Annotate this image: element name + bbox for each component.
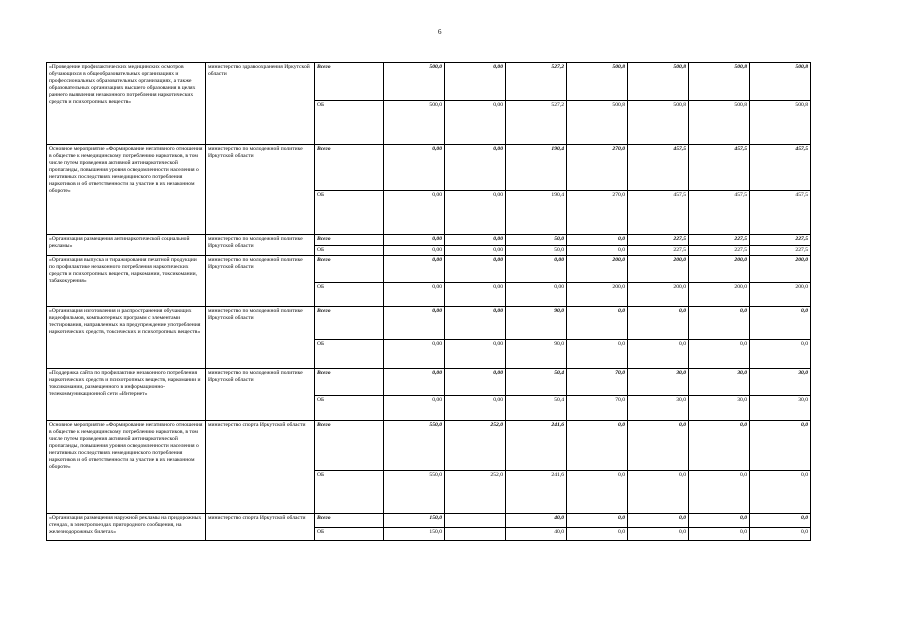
total-amount-cell: 0,00 xyxy=(445,63,506,101)
budget-table-body xyxy=(47,63,811,541)
page-number: 6 xyxy=(438,28,442,36)
funding-source-total-label: Всего xyxy=(315,369,384,396)
regional-budget-amount-cell: 0,0 xyxy=(750,471,811,514)
regional-budget-amount-cell: 0,0 xyxy=(750,340,811,369)
regional-budget-amount-cell: 0,0 xyxy=(628,528,689,541)
regional-budget-amount-cell: 457,5 xyxy=(750,191,811,235)
regional-budget-amount-cell: 0,00 xyxy=(445,396,506,421)
regional-budget-amount-cell: 0,00 xyxy=(384,283,445,307)
regional-budget-amount-cell: 0,0 xyxy=(750,528,811,541)
total-amount-cell: 457,5 xyxy=(689,145,750,191)
regional-budget-amount-cell: 0,00 xyxy=(445,283,506,307)
regional-budget-amount-cell: 0,0 xyxy=(567,246,628,256)
total-amount-cell: 0,00 xyxy=(445,235,506,246)
regional-budget-amount-cell: 0,0 xyxy=(567,340,628,369)
funding-source-regional-label: ОБ xyxy=(315,283,384,307)
regional-budget-amount-cell: 30,0 xyxy=(750,396,811,421)
table-row xyxy=(47,256,811,283)
regional-budget-amount-cell: 241,6 xyxy=(506,471,567,514)
regional-budget-amount-cell: 40,0 xyxy=(506,528,567,541)
regional-budget-amount-cell: 0,0 xyxy=(628,471,689,514)
total-amount-cell: 227,5 xyxy=(750,235,811,246)
regional-budget-amount-cell: 0,0 xyxy=(628,340,689,369)
total-amount-cell: 0,0 xyxy=(628,307,689,340)
total-amount-cell: 270,0 xyxy=(567,145,628,191)
regional-budget-amount-cell: 270,0 xyxy=(567,191,628,235)
total-amount-cell: 227,5 xyxy=(689,235,750,246)
total-amount-cell: 527,2 xyxy=(506,63,567,101)
total-amount-cell: 0,00 xyxy=(445,145,506,191)
regional-budget-amount-cell: 500,8 xyxy=(750,101,811,145)
total-amount-cell: 0,0 xyxy=(689,514,750,528)
total-amount-cell: 500,8 xyxy=(567,63,628,101)
table-row xyxy=(47,421,811,471)
total-amount-cell: 457,5 xyxy=(750,145,811,191)
total-amount-cell: 30,0 xyxy=(628,369,689,396)
activity-description: «Поддержка сайта по профилактике незаконного потребления наркотических средств и психотропных веществ, наркомании и токсикомании, размещенного в информационно-телекоммуникационной сети «Интернет» xyxy=(47,369,206,421)
total-amount-cell: 70,0 xyxy=(567,369,628,396)
regional-budget-amount-cell: 0,0 xyxy=(689,471,750,514)
funding-source-regional-label: ОБ xyxy=(315,246,384,256)
funding-source-regional-label: ОБ xyxy=(315,340,384,369)
total-amount-cell: 0,00 xyxy=(384,369,445,396)
responsible-executor: министерство спорта Иркутской области xyxy=(206,514,315,541)
responsible-executor: министерство спорта Иркутской области xyxy=(206,421,315,514)
regional-budget-amount-cell: 500,8 xyxy=(689,101,750,145)
activity-description: Основное мероприятие «Формирование негативного отношения в обществе к немедицинскому потреблению наркотиков, в том числе путем проведения активной антинаркотической пропаганды, повышения уровня осведомленности населения о негативных последствиях немедицинского потребления наркотиков и об ответственности за участие в их незаконном обороте» xyxy=(47,421,206,514)
responsible-executor: министерство по молодежной политике Иркутской области xyxy=(206,369,315,421)
regional-budget-amount-cell: 227,5 xyxy=(689,246,750,256)
total-amount-cell: 0,00 xyxy=(445,307,506,340)
table-row xyxy=(47,63,811,101)
funding-source-total-label: Всего xyxy=(315,256,384,283)
total-amount-cell: 0,0 xyxy=(567,235,628,246)
activity-description: «Организация размещения антинаркотической социальной рекламы» xyxy=(47,235,206,256)
regional-budget-amount-cell: 70,0 xyxy=(567,396,628,421)
regional-budget-amount-cell: 500,0 xyxy=(384,101,445,145)
regional-budget-amount-cell: 0,0 xyxy=(689,340,750,369)
regional-budget-amount-cell: 200,0 xyxy=(628,283,689,307)
activity-description: Основное мероприятие «Формирование негативного отношения в обществе к немедицинскому потреблению наркотиков, в том числе путем проведения активной антинаркотической пропаганды, повышения уровня осведомленности населения о негативных последствиях немедицинского потребления наркотиков и об ответственности за участие в их незаконном обороте» xyxy=(47,145,206,235)
total-amount-cell: 0,0 xyxy=(689,421,750,471)
regional-budget-amount-cell: 30,0 xyxy=(628,396,689,421)
total-amount-cell: 200,0 xyxy=(567,256,628,283)
total-amount-cell: 0,00 xyxy=(506,256,567,283)
regional-budget-amount-cell: 0,00 xyxy=(384,191,445,235)
total-amount-cell: 550,0 xyxy=(384,421,445,471)
funding-source-regional-label: ОБ xyxy=(315,471,384,514)
responsible-executor: министерство по молодежной политике Иркутской области xyxy=(206,307,315,369)
total-amount-cell: 0,0 xyxy=(689,307,750,340)
table-row xyxy=(47,369,811,396)
total-amount-cell: 0,0 xyxy=(750,307,811,340)
regional-budget-amount-cell: 0,0 xyxy=(567,528,628,541)
regional-budget-amount-cell: 227,5 xyxy=(628,246,689,256)
regional-budget-amount-cell: 0,0 xyxy=(567,471,628,514)
table-row xyxy=(47,514,811,528)
total-amount-cell: 30,0 xyxy=(689,369,750,396)
total-amount-cell: 252,0 xyxy=(445,421,506,471)
funding-source-total-label: Всего xyxy=(315,63,384,101)
total-amount-cell: 500,8 xyxy=(689,63,750,101)
total-amount-cell: 40,0 xyxy=(506,514,567,528)
regional-budget-amount-cell: 90,0 xyxy=(506,340,567,369)
regional-budget-amount-cell: 50,4 xyxy=(506,396,567,421)
table-row xyxy=(47,307,811,340)
total-amount-cell: 457,5 xyxy=(628,145,689,191)
total-amount-cell: 200,0 xyxy=(689,256,750,283)
total-amount-cell: 0,0 xyxy=(750,421,811,471)
regional-budget-amount-cell: 30,0 xyxy=(689,396,750,421)
funding-source-total-label: Всего xyxy=(315,235,384,246)
budget-table xyxy=(46,62,811,541)
regional-budget-amount-cell: 200,0 xyxy=(567,283,628,307)
regional-budget-amount-cell: 200,0 xyxy=(689,283,750,307)
total-amount-cell: 0,00 xyxy=(445,369,506,396)
funding-source-regional-label: ОБ xyxy=(315,101,384,145)
funding-source-total-label: Всего xyxy=(315,145,384,191)
total-amount-cell: 30,0 xyxy=(750,369,811,396)
regional-budget-amount-cell: 0,00 xyxy=(506,283,567,307)
total-amount-cell: 500,0 xyxy=(384,63,445,101)
total-amount-cell: 0,00 xyxy=(384,307,445,340)
total-amount-cell: 90,0 xyxy=(506,307,567,340)
table-row xyxy=(47,235,811,246)
regional-budget-amount-cell: 527,2 xyxy=(506,101,567,145)
regional-budget-amount-cell: 457,5 xyxy=(628,191,689,235)
activity-description: «Проведение профилактических медицинских осмотров обучающихся в общеобразовательных организациях и профессиональных образовательных организациях, а также образовательных организациях высшего образования в целях раннего выявления незаконного потребления наркотических средств и психотропных веществ» xyxy=(47,63,206,145)
regional-budget-amount-cell: 50,0 xyxy=(506,246,567,256)
total-amount-cell: 190,4 xyxy=(506,145,567,191)
regional-budget-amount-cell: 0,00 xyxy=(445,191,506,235)
total-amount-cell: 0,00 xyxy=(384,235,445,246)
responsible-executor: министерство здравоохранения Иркутской области xyxy=(206,63,315,145)
total-amount-cell: 150,0 xyxy=(384,514,445,528)
activity-description: «Организация размещения наружной рекламы на придорожных стендах, в электропоездах пригородного сообщения, на железнодорожных билетах» xyxy=(47,514,206,541)
regional-budget-amount-cell: 500,8 xyxy=(628,101,689,145)
total-amount-cell: 0,0 xyxy=(750,514,811,528)
regional-budget-amount-cell: 0,00 xyxy=(445,340,506,369)
total-amount-cell: 200,0 xyxy=(628,256,689,283)
responsible-executor: министерство по молодежной политике Иркутской области xyxy=(206,145,315,235)
total-amount-cell: 200,0 xyxy=(750,256,811,283)
regional-budget-amount-cell: 150,0 xyxy=(384,528,445,541)
total-amount-cell: 50,0 xyxy=(506,235,567,246)
regional-budget-amount-cell: 0,00 xyxy=(445,246,506,256)
total-amount-cell: 241,6 xyxy=(506,421,567,471)
total-amount-cell: 0,0 xyxy=(628,514,689,528)
regional-budget-amount-cell: 190,4 xyxy=(506,191,567,235)
regional-budget-amount-cell: 0,00 xyxy=(384,340,445,369)
funding-source-regional-label: ОБ xyxy=(315,396,384,421)
total-amount-cell: 0,00 xyxy=(384,145,445,191)
total-amount-cell: 500,8 xyxy=(750,63,811,101)
funding-source-regional-label: ОБ xyxy=(315,528,384,541)
activity-description: «Организация изготовления и распространения обучающих видеофильмов, компьютерных программ с элементами тестирования, направленных на предупреждение употребления наркотических средств, токсических и психотропных веществ» xyxy=(47,307,206,369)
total-amount-cell: 0,0 xyxy=(628,421,689,471)
activity-description: «Организация выпуска и тиражирования печатной продукции по профилактике незаконного потребления наркотических средств и психотропных веществ, наркомании, токсикомании, табакокурения» xyxy=(47,256,206,307)
funding-source-total-label: Всего xyxy=(315,307,384,340)
regional-budget-amount-cell: 500,8 xyxy=(567,101,628,145)
regional-budget-amount-cell xyxy=(445,528,506,541)
funding-source-total-label: Всего xyxy=(315,421,384,471)
total-amount-cell: 0,0 xyxy=(567,307,628,340)
regional-budget-amount-cell: 457,5 xyxy=(689,191,750,235)
responsible-executor: министерство по молодежной политике Иркутской области xyxy=(206,256,315,307)
regional-budget-amount-cell: 200,0 xyxy=(750,283,811,307)
total-amount-cell: 0,0 xyxy=(567,514,628,528)
regional-budget-amount-cell: 0,00 xyxy=(445,101,506,145)
regional-budget-amount-cell: 550,0 xyxy=(384,471,445,514)
total-amount-cell: 0,0 xyxy=(567,421,628,471)
regional-budget-amount-cell: 227,5 xyxy=(750,246,811,256)
regional-budget-amount-cell: 0,00 xyxy=(384,246,445,256)
total-amount-cell: 500,8 xyxy=(628,63,689,101)
total-amount-cell: 0,00 xyxy=(384,256,445,283)
total-amount-cell: 50,4 xyxy=(506,369,567,396)
responsible-executor: министерство по молодежной политике Иркутской области xyxy=(206,235,315,256)
regional-budget-amount-cell: 0,0 xyxy=(689,528,750,541)
table-row xyxy=(47,145,811,191)
total-amount-cell xyxy=(445,514,506,528)
funding-source-total-label: Всего xyxy=(315,514,384,528)
regional-budget-amount-cell: 0,00 xyxy=(384,396,445,421)
funding-source-regional-label: ОБ xyxy=(315,191,384,235)
regional-budget-amount-cell: 252,0 xyxy=(445,471,506,514)
total-amount-cell: 227,5 xyxy=(628,235,689,246)
total-amount-cell: 0,00 xyxy=(445,256,506,283)
